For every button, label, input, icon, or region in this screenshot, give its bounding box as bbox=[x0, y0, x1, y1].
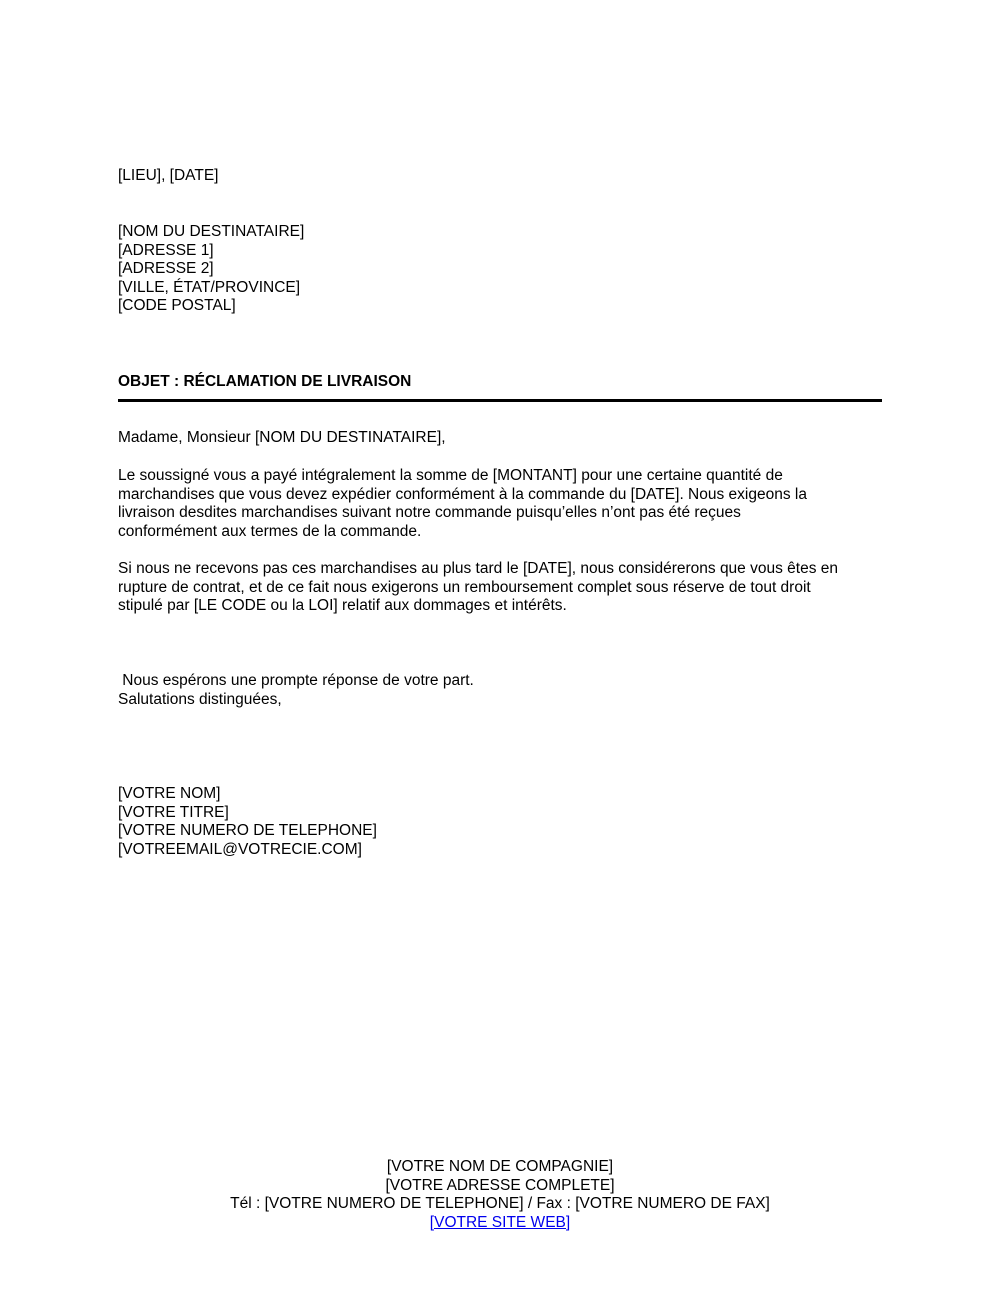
signature-phone: [VOTRE NUMERO DE TELEPHONE] bbox=[118, 822, 377, 839]
signature-email: [VOTREEMAIL@VOTRECIE.COM] bbox=[118, 840, 362, 858]
footer-company: [VOTRE NOM DE COMPAGNIE] bbox=[386, 1158, 614, 1175]
footer-website-link[interactable]: [VOTRE SITE WEB] bbox=[429, 1213, 571, 1231]
closing: Salutations distinguées, bbox=[118, 691, 282, 708]
body-paragraph-1 bbox=[118, 467, 888, 541]
signature-name: [VOTRE NOM] bbox=[118, 785, 221, 802]
paragraph-line: Le soussigné vous a payé intégralement la somme de [MONTANT] pour une certaine quantité de bbox=[118, 467, 783, 484]
signature-block bbox=[118, 785, 888, 859]
footer bbox=[0, 1158, 1000, 1232]
recipient-postal-code: [CODE POSTAL] bbox=[118, 297, 236, 314]
recipient-address-1: [ADRESSE 1] bbox=[118, 241, 214, 259]
recipient-name: [NOM DU DESTINATAIRE] bbox=[118, 223, 305, 240]
paragraph-line: marchandises que vous devez expédier conformément à la commande du [DATE]. Nous exigeons la bbox=[118, 485, 807, 503]
paragraph-line: conformément aux termes de la commande. bbox=[118, 522, 422, 540]
footer-address: [VOTRE ADRESSE COMPLETE] bbox=[385, 1176, 615, 1194]
paragraph-line: livraison desdites marchandises suivant notre commande puisqu’elles n’ont pas été reçues bbox=[118, 504, 741, 521]
body-paragraph-2 bbox=[118, 560, 888, 616]
paragraph-line: Nous espérons une prompte réponse de votre part. bbox=[118, 672, 474, 689]
recipient-city-state: [VILLE, ÉTAT/PROVINCE] bbox=[118, 278, 301, 296]
recipient-address-2: [ADRESSE 2] bbox=[118, 260, 214, 277]
paragraph-line: stipulé par [LE CODE ou la LOI] relatif aux dommages et intérêts. bbox=[118, 597, 567, 614]
body-paragraph-3 bbox=[118, 635, 888, 728]
subject-line: OBJET : RÉCLAMATION DE LIVRAISON bbox=[118, 373, 412, 390]
place-date: [LIEU], [DATE] bbox=[118, 167, 219, 184]
salutation: Madame, Monsieur [NOM DU DESTINATAIRE], bbox=[118, 429, 446, 446]
footer-contact: Tél : [VOTRE NUMERO DE TELEPHONE] / Fax : [VOTRE NUMERO DE FAX] bbox=[230, 1195, 770, 1212]
subject-divider bbox=[118, 399, 882, 402]
paragraph-line: rupture de contrat, et de ce fait nous exigerons un remboursement complet sous réserve de tout droit bbox=[118, 578, 811, 596]
recipient-address-block bbox=[118, 223, 888, 316]
paragraph-line: Si nous ne recevons pas ces marchandises au plus tard le [DATE], nous considérerons que vous êtes en bbox=[118, 560, 839, 577]
signature-title: [VOTRE TITRE] bbox=[118, 803, 229, 821]
